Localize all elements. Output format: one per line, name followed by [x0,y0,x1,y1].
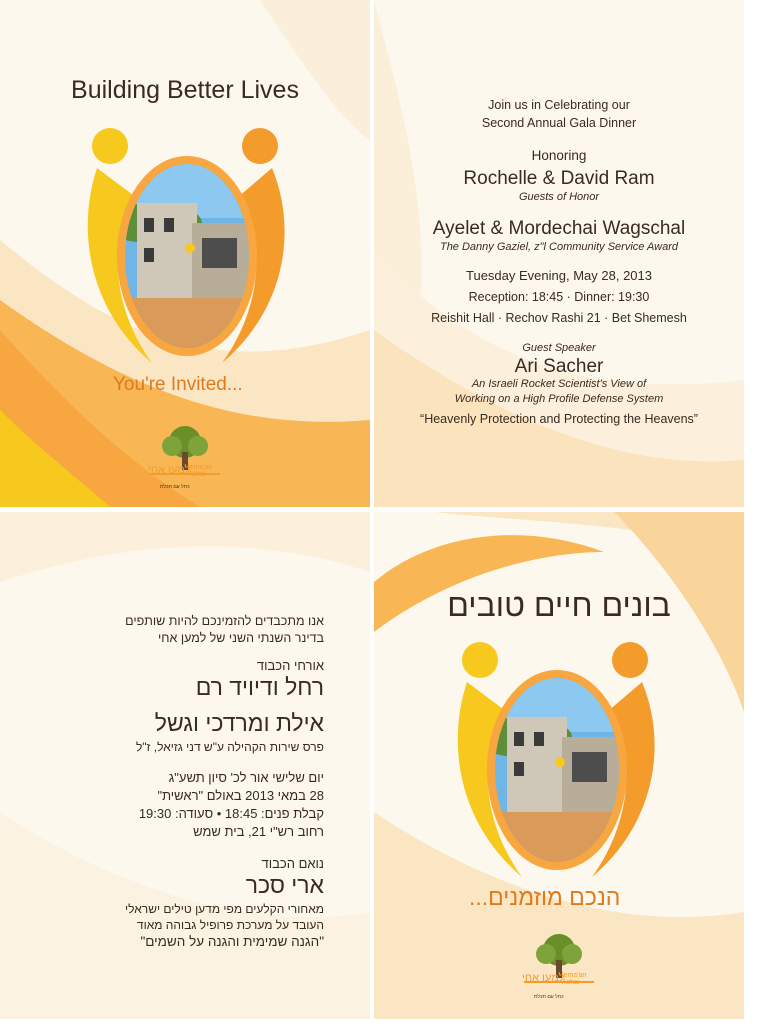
awardees-name: Ayelet & Mordechai Wagschal [432,218,686,239]
he-date-line-2: 28 במאי 2013 באולם "ראשית" [157,788,324,803]
wave-background [374,0,744,507]
he-date-line-1: יום שלישי אור לכ' סיון תשע"ג [168,770,324,785]
details-panel-hebrew [0,512,370,1019]
cover-title: Building Better Lives [71,76,299,104]
logo-english-name: lema'an Achai [188,464,213,478]
he-event-times: קבלת פנים: 18:45 • סעודה: 19:30 [138,806,324,821]
figures-emblem [82,118,292,378]
he-invitation-tagline: הנכם מוזמנים... [469,884,621,910]
award-name: The Danny Gaziel, z"l Community Service Award [439,241,679,253]
organization-logo [514,932,604,1012]
he-cover-title: בונים חיים טובים [447,587,671,623]
speaker-description-1: An Israeli Rocket Scientist's View of [471,378,647,390]
he-speaker-description-1: מאחורי הקלעים מפי מדען טילים ישראלי [125,902,324,916]
he-join-line-2: בדינר השנתי השני של למען אחי [158,631,324,645]
event-times: Reception: 18:45 · Dinner: 19:30 [468,290,650,304]
speaker-description-2: Working on a High Profile Defense System [454,393,664,405]
honorees-subtitle: Guests of Honor [518,191,600,203]
speaker-label: Guest Speaker [522,342,596,354]
he-honorees-name: רחל ודיויד רם [195,674,324,700]
he-award-name: פרס שירות הקהילה ע"ש דני גזיאל, ז"ל [135,740,324,754]
logo-hebrew-name: למען אחי [522,972,565,984]
invitation-tagline: You're Invited... [113,374,243,395]
logo-tagline: כחל עם תכלת [160,484,190,490]
he-join-line-1: אנו מתכבדים להזמינכם להיות שותפים [125,614,324,628]
organization-logo [140,424,230,496]
join-line-1: Join us in Celebrating our [488,98,630,112]
details-panel-english [374,0,744,507]
figures-emblem [452,632,662,892]
join-line-2: Second Annual Gala Dinner [481,116,637,130]
event-date: Tuesday Evening, May 28, 2013 [466,268,652,283]
he-honoring-label: אורחי הכבוד [256,658,324,673]
he-event-location: רחוב רש"י 21, בית שמש [193,824,324,839]
speaker-name: Ari Sacher [514,356,604,377]
cover-panel-hebrew [374,512,744,1019]
event-location: Reishit Hall · Rechov Rashi 21 · Bet Shemesh [431,311,687,325]
logo-hebrew-name: למען אחי [148,464,191,476]
cover-panel-english [0,0,370,507]
he-speaker-name: ארי סכר [245,872,324,898]
honorees-name: Rochelle & David Ram [463,168,655,189]
he-awardees-name: אילת ומרדכי וגשל [154,710,324,736]
he-speaker-label: נואם הכבוד [261,856,324,871]
he-speaker-topic-quote: "הגנה שמימית והגנה על השמים" [140,934,324,949]
logo-tagline: כחל עם תכלת [534,994,564,1000]
logo-english-name: lema'an Achai [562,972,587,986]
speaker-topic-quote: “Heavenly Protection and Protecting the Heavens” [420,412,698,426]
honoring-label: Honoring [531,148,587,163]
he-speaker-description-2: העובד על מערכת פרופיל גבוהה מאוד [136,918,324,932]
